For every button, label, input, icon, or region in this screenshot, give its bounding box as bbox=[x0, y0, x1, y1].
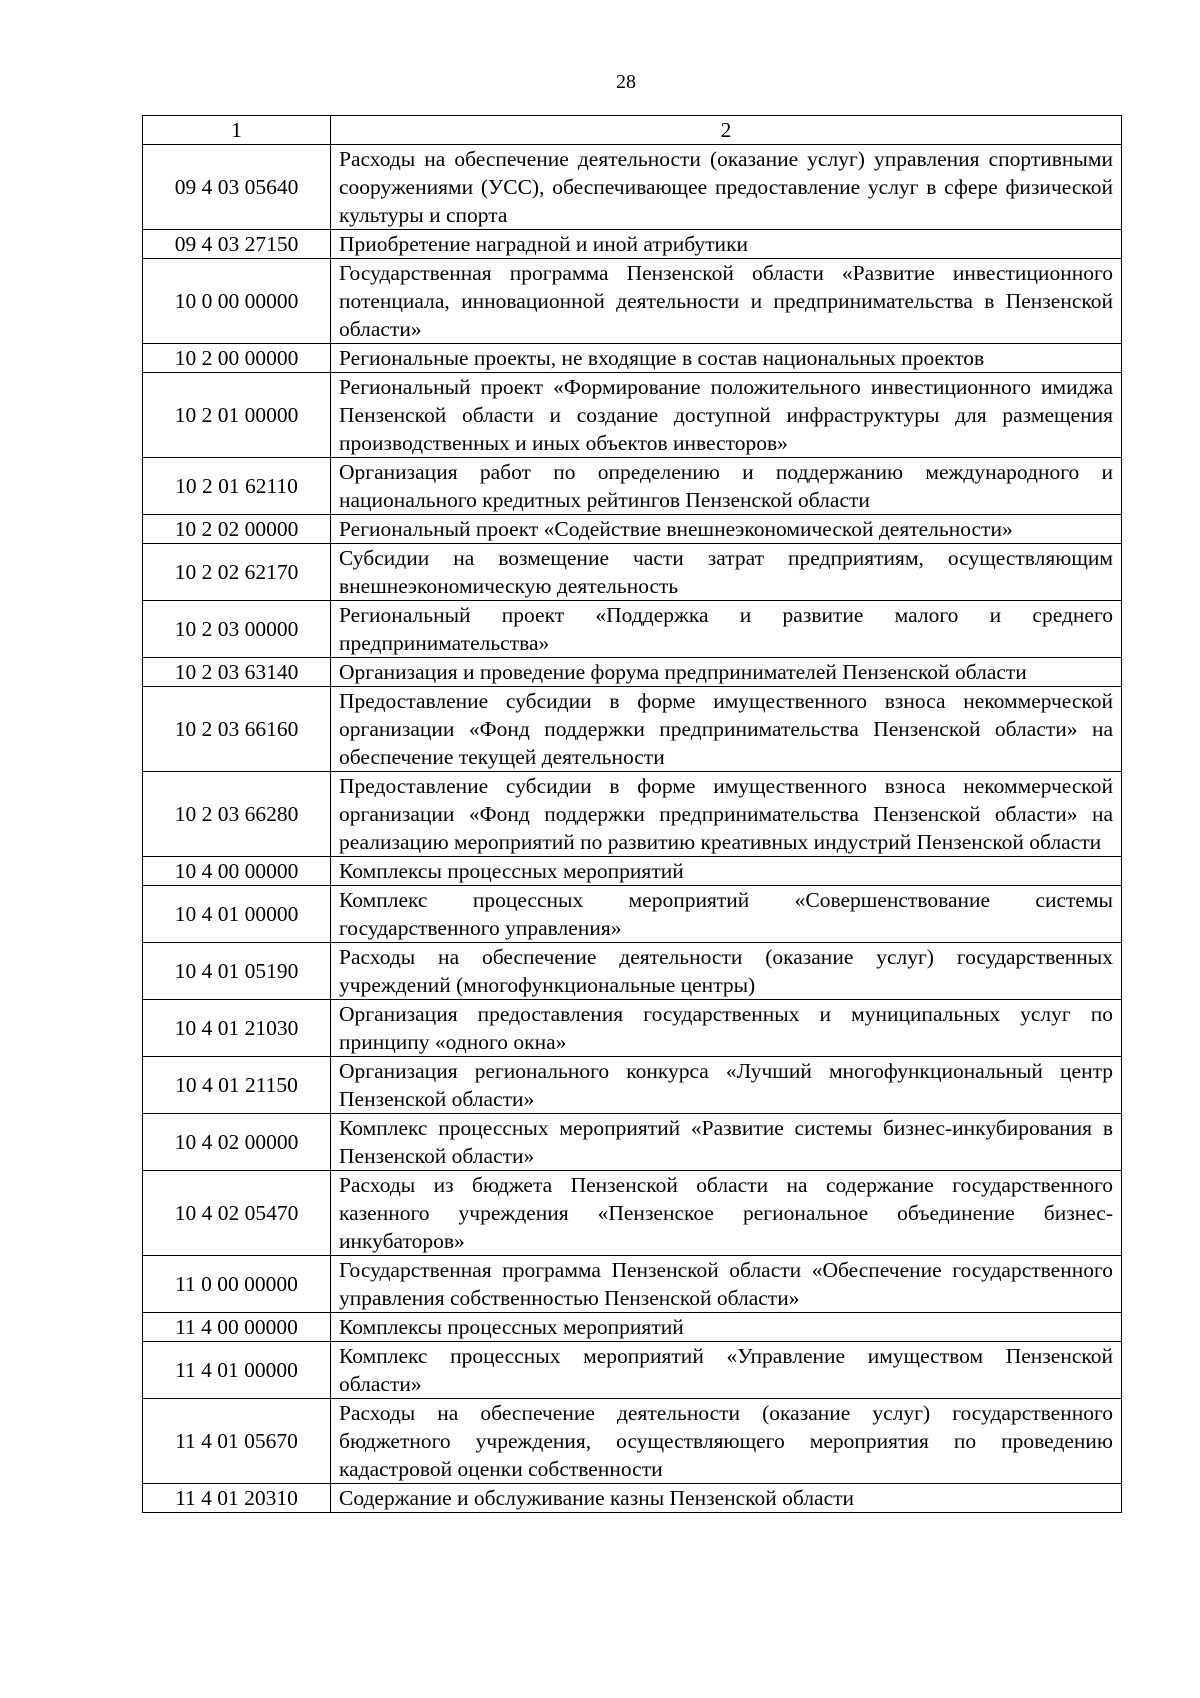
row-description: Предоставление субсидии в форме имущественного взноса некоммерческой организации «Фонд поддержки предпринимательства Пензенской области» на обеспечение текущей деятельности bbox=[331, 687, 1122, 772]
row-description: Государственная программа Пензенской области «Обеспечение государственного управления собственностью Пензенской области» bbox=[331, 1256, 1122, 1313]
table-row bbox=[143, 857, 1122, 886]
row-code: 10 2 03 66160 bbox=[143, 687, 331, 772]
row-code: 10 4 00 00000 bbox=[143, 857, 331, 886]
table-row bbox=[143, 943, 1122, 1000]
row-description: Приобретение наградной и иной атрибутики bbox=[331, 230, 1122, 259]
row-code: 10 4 01 21150 bbox=[143, 1057, 331, 1114]
row-code: 10 4 02 05470 bbox=[143, 1171, 331, 1256]
row-code: 11 4 01 20310 bbox=[143, 1484, 331, 1513]
row-description: Комплексы процессных мероприятий bbox=[331, 857, 1122, 886]
table-row bbox=[143, 1256, 1122, 1313]
row-description: Комплексы процессных мероприятий bbox=[331, 1313, 1122, 1342]
row-code: 10 2 00 00000 bbox=[143, 344, 331, 373]
table-row bbox=[143, 373, 1122, 458]
row-description: Предоставление субсидии в форме имущественного взноса некоммерческой организации «Фонд поддержки предпринимательства Пензенской области» на реализацию мероприятий по развитию креативных индустрий Пензенской области bbox=[331, 772, 1122, 857]
table-body bbox=[143, 145, 1122, 1513]
row-code: 10 2 02 00000 bbox=[143, 515, 331, 544]
table-row bbox=[143, 1057, 1122, 1114]
row-code: 11 4 00 00000 bbox=[143, 1313, 331, 1342]
table-row bbox=[143, 1484, 1122, 1513]
row-code: 10 2 01 62110 bbox=[143, 458, 331, 515]
row-description: Комплекс процессных мероприятий «Совершенствование системы государственного управления» bbox=[331, 886, 1122, 943]
row-description: Расходы из бюджета Пензенской области на содержание государственного казенного учреждения «Пензенское региональное объединение бизнес-инкубаторов» bbox=[331, 1171, 1122, 1256]
row-description: Региональный проект «Поддержка и развитие малого и среднего предпринимательства» bbox=[331, 601, 1122, 658]
row-description: Региональный проект «Формирование положительного инвестиционного имиджа Пензенской области и создание доступной инфраструктуры для размещения производственных и иных объектов инвесторов» bbox=[331, 373, 1122, 458]
table-row bbox=[143, 1114, 1122, 1171]
row-code: 10 2 03 63140 bbox=[143, 658, 331, 687]
table-row bbox=[143, 259, 1122, 344]
row-description: Организация работ по определению и поддержанию международного и национального кредитных рейтингов Пензенской области bbox=[331, 458, 1122, 515]
row-code: 11 4 01 00000 bbox=[143, 1342, 331, 1399]
row-description: Организация предоставления государственных и муниципальных услуг по принципу «одного окна» bbox=[331, 1000, 1122, 1057]
row-description: Содержание и обслуживание казны Пензенской области bbox=[331, 1484, 1122, 1513]
row-code: 11 4 01 05670 bbox=[143, 1399, 331, 1484]
table-row bbox=[143, 687, 1122, 772]
row-code: 10 4 02 00000 bbox=[143, 1114, 331, 1171]
row-description: Государственная программа Пензенской области «Развитие инвестиционного потенциала, инновационной деятельности и предпринимательства в Пензенской области» bbox=[331, 259, 1122, 344]
row-code: 11 0 00 00000 bbox=[143, 1256, 331, 1313]
row-code: 10 4 01 05190 bbox=[143, 943, 331, 1000]
table-row bbox=[143, 1313, 1122, 1342]
row-description: Субсидии на возмещение части затрат предприятиям, осуществляющим внешнеэкономическую деятельность bbox=[331, 544, 1122, 601]
row-description: Организация регионального конкурса «Лучший многофункциональный центр Пензенской области» bbox=[331, 1057, 1122, 1114]
row-code: 09 4 03 27150 bbox=[143, 230, 331, 259]
table-header-row bbox=[143, 116, 1122, 145]
table-row bbox=[143, 1171, 1122, 1256]
table-row bbox=[143, 230, 1122, 259]
row-code: 10 2 01 00000 bbox=[143, 373, 331, 458]
row-code: 10 4 01 21030 bbox=[143, 1000, 331, 1057]
row-description: Расходы на обеспечение деятельности (оказание услуг) государственных учреждений (многофункциональные центры) bbox=[331, 943, 1122, 1000]
row-code: 10 2 03 66280 bbox=[143, 772, 331, 857]
table-row bbox=[143, 658, 1122, 687]
column-header-1: 1 bbox=[143, 116, 331, 145]
column-header-2: 2 bbox=[331, 116, 1122, 145]
table-row bbox=[143, 344, 1122, 373]
table-row bbox=[143, 458, 1122, 515]
row-description: Комплекс процессных мероприятий «Развитие системы бизнес-инкубирования в Пензенской области» bbox=[331, 1114, 1122, 1171]
row-description: Организация и проведение форума предпринимателей Пензенской области bbox=[331, 658, 1122, 687]
table-row bbox=[143, 1342, 1122, 1399]
table-row bbox=[143, 515, 1122, 544]
row-code: 09 4 03 05640 bbox=[143, 145, 331, 230]
table-row bbox=[143, 601, 1122, 658]
row-code: 10 0 00 00000 bbox=[143, 259, 331, 344]
row-description: Расходы на обеспечение деятельности (оказание услуг) управления спортивными сооружениями (УСС), обеспечивающее предоставление услуг в сфере физической культуры и спорта bbox=[331, 145, 1122, 230]
budget-classification-table bbox=[142, 115, 1122, 1513]
table-row bbox=[143, 544, 1122, 601]
row-description: Региональные проекты, не входящие в состав национальных проектов bbox=[331, 344, 1122, 373]
page-number: 28 bbox=[616, 71, 636, 93]
row-description: Региональный проект «Содействие внешнеэкономической деятельности» bbox=[331, 515, 1122, 544]
table-row bbox=[143, 145, 1122, 230]
table-row bbox=[143, 886, 1122, 943]
table-row bbox=[143, 772, 1122, 857]
row-description: Комплекс процессных мероприятий «Управление имуществом Пензенской области» bbox=[331, 1342, 1122, 1399]
row-description: Расходы на обеспечение деятельности (оказание услуг) государственного бюджетного учреждения, осуществляющего мероприятия по проведению кадастровой оценки собственности bbox=[331, 1399, 1122, 1484]
table-row bbox=[143, 1000, 1122, 1057]
row-code: 10 4 01 00000 bbox=[143, 886, 331, 943]
row-code: 10 2 03 00000 bbox=[143, 601, 331, 658]
row-code: 10 2 02 62170 bbox=[143, 544, 331, 601]
table-row bbox=[143, 1399, 1122, 1484]
